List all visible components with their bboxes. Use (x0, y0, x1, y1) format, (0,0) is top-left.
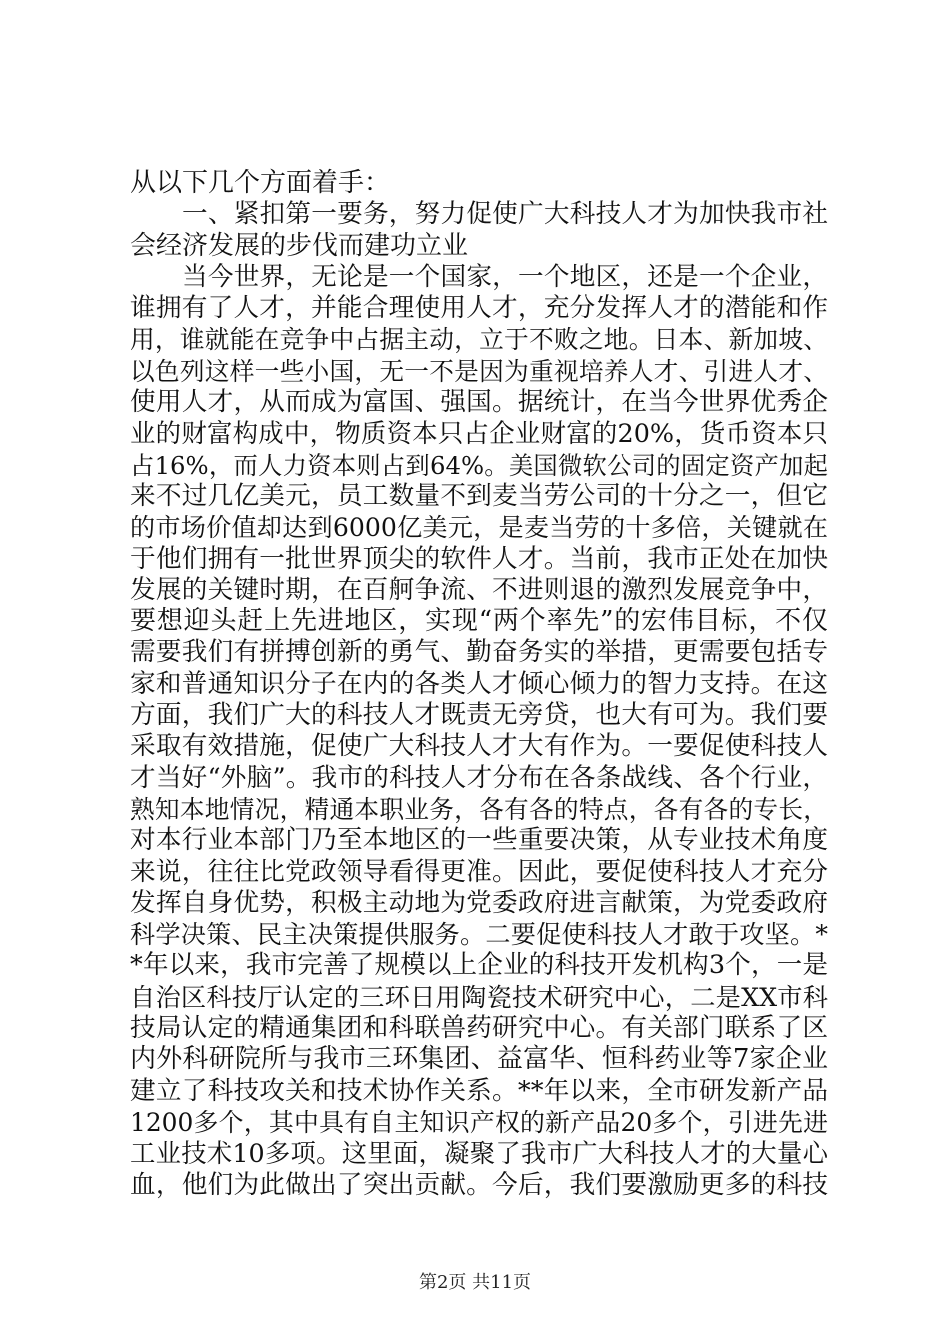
text-line: 来不过几亿美元，员工数量不到麦当劳公司的十分之一，但它 (130, 480, 828, 511)
section-heading-line: 一、紧扣第一要务，努力促使广大科技人才为加快我市社 (182, 199, 828, 230)
text-line: 从以下几个方面着手： (130, 168, 391, 198)
text-line: 发挥自身优势，积极主动地为党委政府进言献策，为党委政府 (130, 887, 828, 918)
text-line: 使用人才，从而成为富国、强国。据统计，在当今世界优秀企 (130, 387, 828, 418)
text-line: 才当好“外脑”。我市的科技人才分布在各条战线、各个行业， (130, 762, 828, 793)
text-line: 对本行业本部门乃至本地区的一些重要决策，从专业技术角度 (130, 825, 828, 856)
text-line: 血，他们为此做出了突出贡献。今后，我们要激励更多的科技 (130, 1169, 828, 1200)
body-text (130, 168, 828, 1201)
text-line: 内外科研院所与我市三环集团、益富华、恒科药业等7家企业 (130, 1044, 828, 1075)
text-line: 工业技术10多项。这里面，凝聚了我市广大科技人才的大量心 (130, 1138, 828, 1169)
text-line: 自治区科技厅认定的三环日用陶瓷技术研究中心，二是XX市科 (130, 982, 828, 1012)
text-line: 发展的关键时期，在百舸争流、不进则退的激烈发展竞争中， (130, 574, 828, 605)
text-line: 用，谁就能在竞争中占据主动，立于不败之地。日本、新加坡、 (130, 325, 828, 355)
page-indicator: 第2页 共11页 (418, 1272, 532, 1293)
text-line: 熟知本地情况，精通本职业务，各有各的特点，各有各的专长， (130, 794, 828, 824)
section-heading-line: 会经济发展的步伐而建功立业 (130, 230, 469, 261)
text-line: 方面，我们广大的科技人才既责无旁贷，也大有可为。我们要 (130, 700, 828, 731)
text-line: 科学决策、民主决策提供服务。二要促使科技人才敢于攻坚。* (130, 920, 828, 950)
text-line: 需要我们有拼搏创新的勇气、勤奋务实的举措，更需要包括专 (130, 637, 828, 668)
paragraph-first-line: 当今世界，无论是一个国家，一个地区，还是一个企业， (182, 261, 828, 292)
text-line: 要想迎头赶上先进地区，实现“两个率先”的宏伟目标，不仅 (130, 606, 828, 637)
text-line: 技局认定的精通集团和科联兽药研究中心。有关部门联系了区 (130, 1013, 828, 1044)
text-line: 于他们拥有一批世界顶尖的软件人才。当前，我市正处在加快 (130, 543, 828, 574)
text-line: 1200多个，其中具有自主知识产权的新产品20多个，引进先进 (130, 1107, 828, 1137)
text-line: 的市场价值却达到6000亿美元，是麦当劳的十多倍，关键就在 (130, 513, 828, 543)
text-line: 占16%，而人力资本则占到64%。美国微软公司的固定资产加起 (130, 450, 828, 480)
text-line: 建立了科技攻关和技术协作关系。**年以来，全市研发新产品 (130, 1075, 828, 1106)
text-line: 家和普通知识分子在内的各类人才倾心倾力的智力支持。在这 (130, 668, 828, 699)
text-line: 采取有效措施，促使广大科技人才大有作为。一要促使科技人 (130, 731, 828, 762)
text-line: 业的财富构成中，物质资本只占企业财富的20%，货币资本只 (130, 418, 828, 449)
text-line: 谁拥有了人才，并能合理使用人才，充分发挥人才的潜能和作 (130, 293, 828, 324)
text-line: 来说，往往比党政领导看得更准。因此，要促使科技人才充分 (130, 856, 828, 887)
text-line: *年以来，我市完善了规模以上企业的科技开发机构3个，一是 (130, 950, 828, 981)
text-line: 以色列这样一些小国，无一不是因为重视培养人才、引进人才、 (130, 356, 828, 386)
